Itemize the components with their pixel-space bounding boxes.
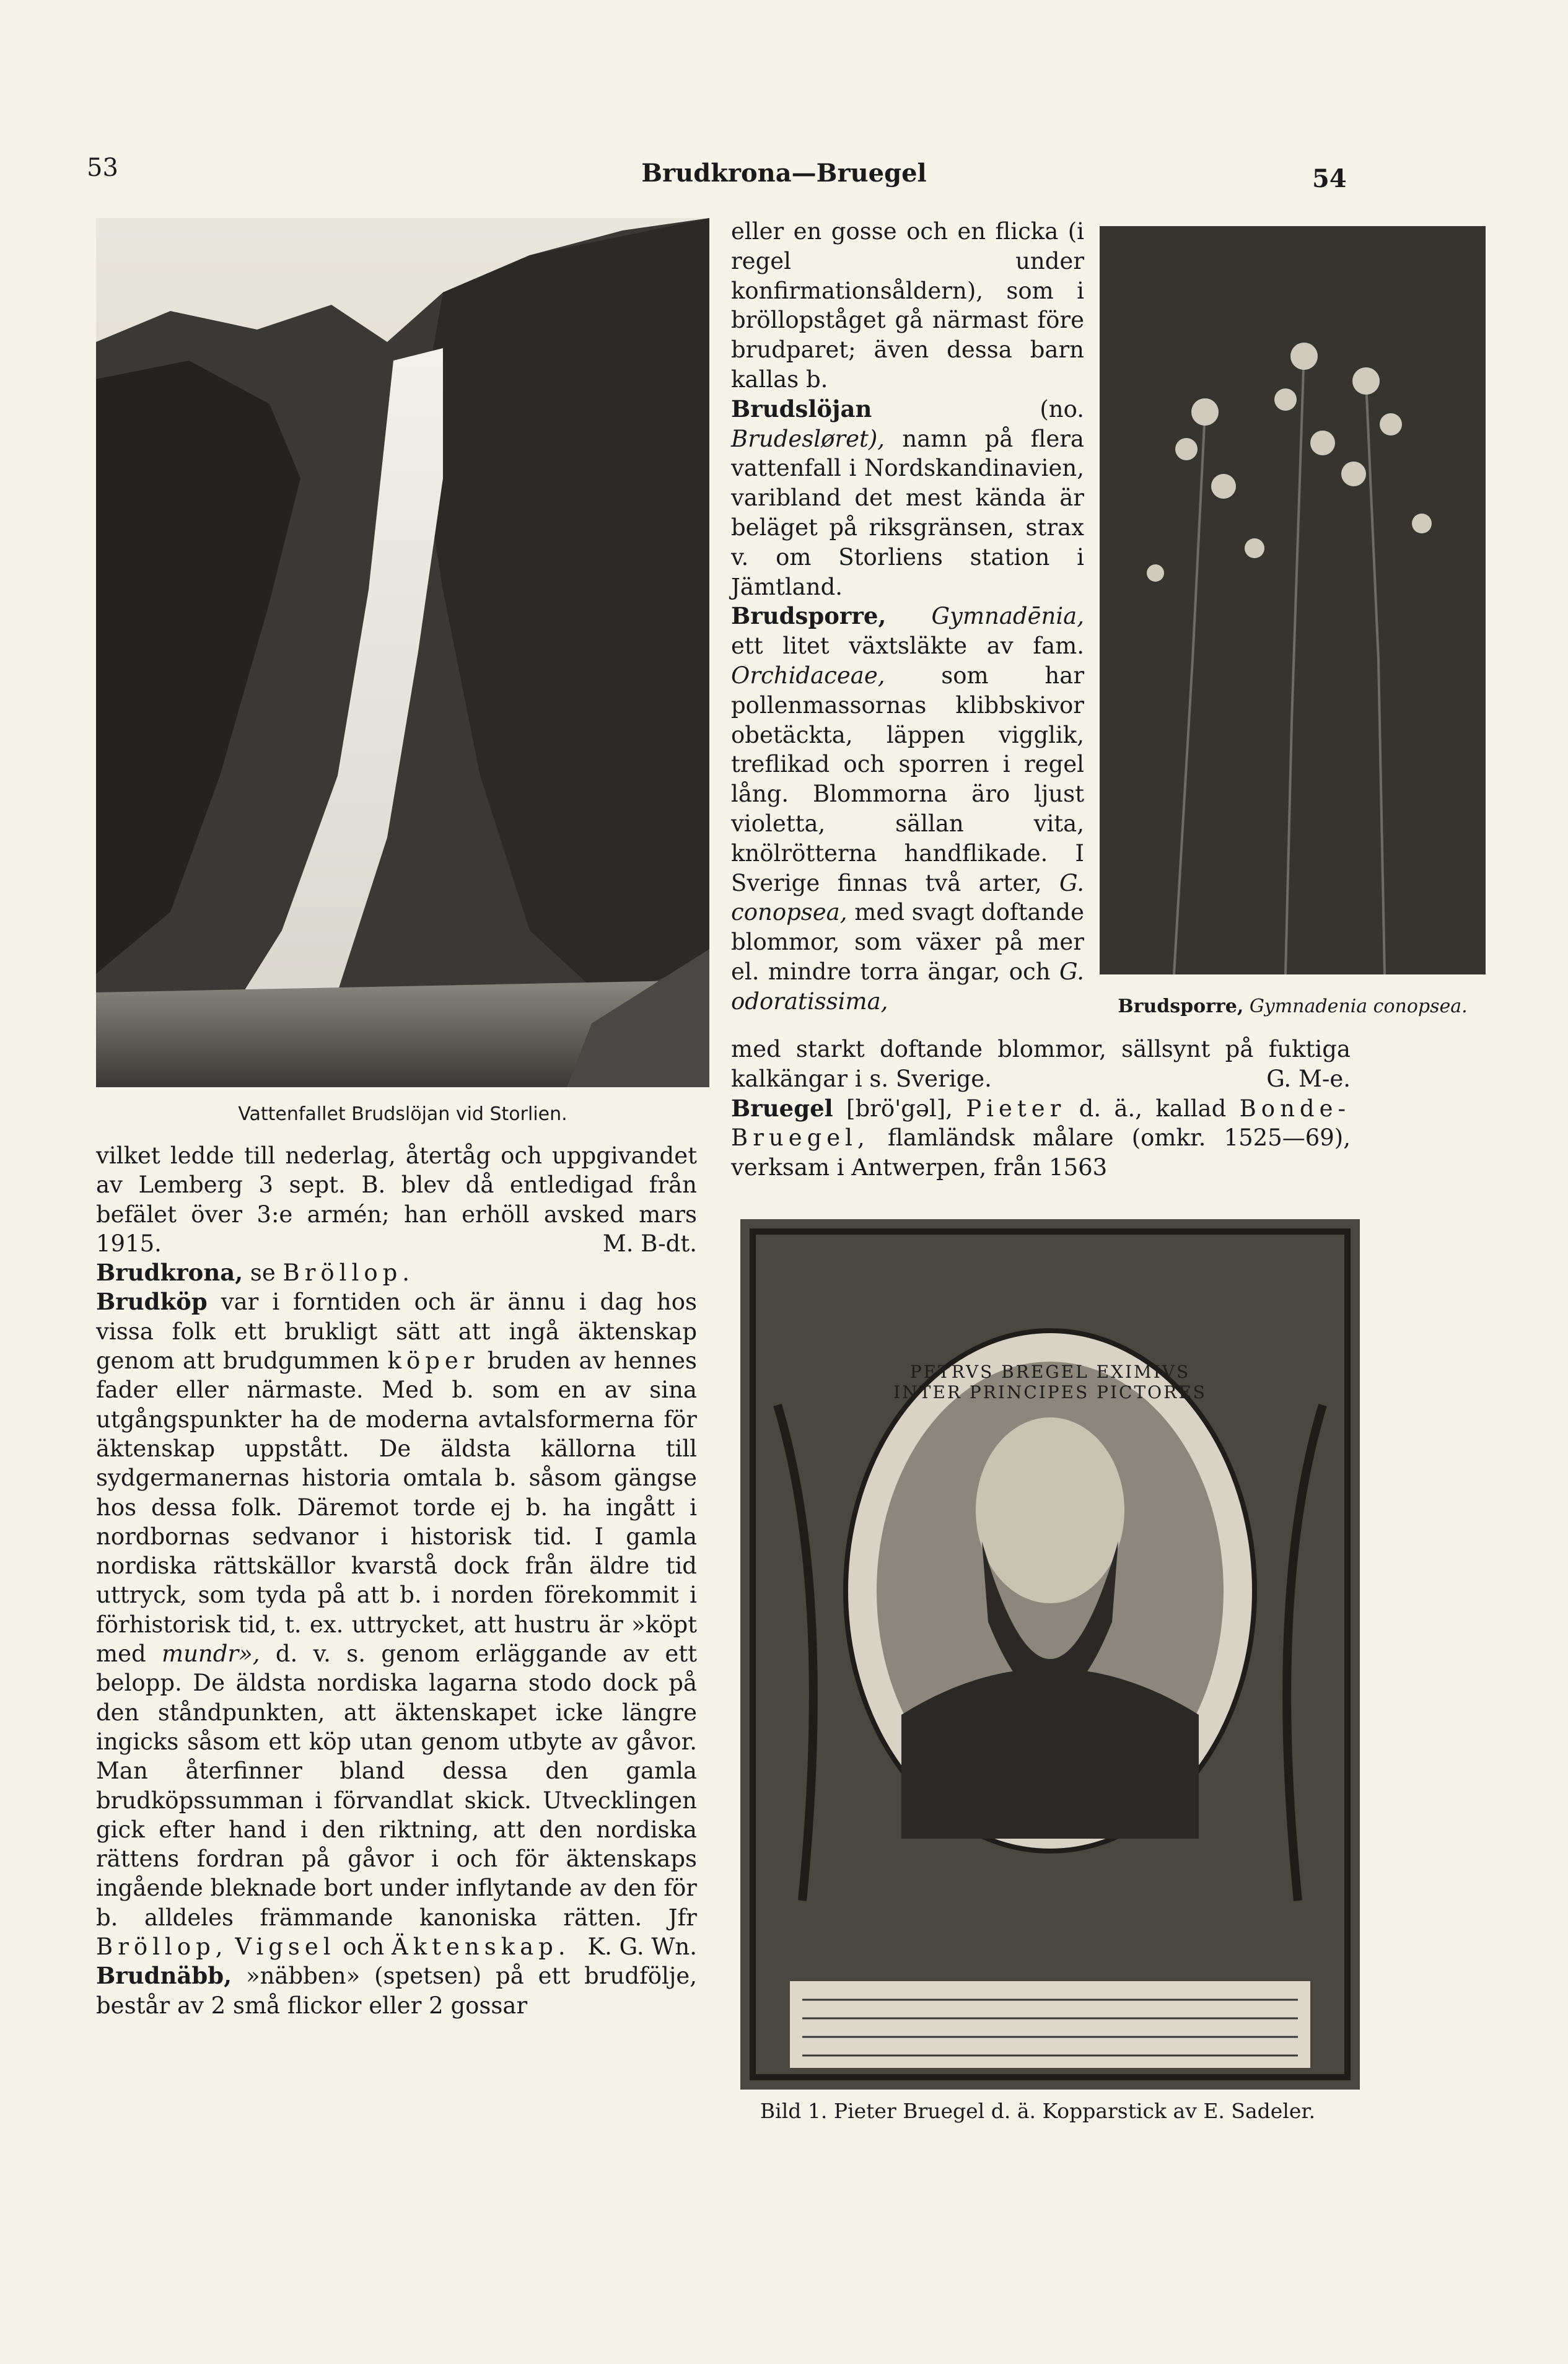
paragraph-lemberg [96,1141,697,1258]
brudkop-ref-brollop: Bröllop, [96,1933,228,1961]
entry-head-brudkrona: Brudkrona, [96,1259,243,1287]
entry-brudkrona [96,1258,697,1287]
signature-mbdt: M. B-dt. [602,1230,697,1257]
brudkop-text-c: d. v. s. genom erläggande av ett belopp. De äldsta nordiska lagarna stodo dock på den ståndpunkten, att äktenskapet icke längre ingicks såsom ett köp utan genom utbyte av gåvor. Man återfinner bland dessa den gamla brudköpssumman i förvandlat skick. Utvecklingen gick efter hand i den riktning, att den nordiska rättens fordran på gåvor i och för äktenskaps ingående bleknade bort under inflytande av den för b. alldeles främmande kanoniska rätten. Jfr [96,1640,698,1931]
waterfall-photo [96,218,709,1087]
brudkop-ref-vigsel: Vigsel [235,1933,336,1961]
entry-head-brudnabb: Brudnäbb, [96,1962,232,1990]
entry-head-brudkop: Brudköp [96,1288,208,1316]
brudslojan-norwegian: Brudesløret), [731,425,885,452]
brudkop-and: och [343,1933,385,1961]
orchid-caption-latin: Gymnadenia conopsea. [1249,996,1468,1017]
brudsporre-ending: med starkt doftande blommor, sällsynt på fuktiga kalkängar i s. Sverige. [731,1036,1351,1092]
brudkop-ref-aktenskap: Äktenskap. [391,1933,571,1961]
entry-brudslojan [731,395,1084,602]
signature-gme: G. M-e. [1266,1065,1351,1092]
brudsporre-text-d [731,1035,1351,1094]
waterfall-caption: Vattenfallet Brudslöjan vid Storlien. [238,1103,567,1125]
orchid-caption [1100,996,1486,1018]
brudsporre-species-1: G. conopsea, [731,869,1084,926]
right-column-text [731,217,1084,1017]
entry-head-brudslojan: Brudslöjan [731,395,872,422]
brudkop-mundr: mundr», [162,1640,260,1668]
entry-head-brudsporre: Brudsporre, [731,602,887,630]
brudsporre-species-2: G. odoratissima, [731,958,1084,1015]
brudkop-text-a: var i forntiden och är ännu i dag hos vissa folk ett brukligt sätt att ingå äktenskap genom att brudgummen [96,1289,697,1375]
brudsporre-family: Orchidaceae, [731,662,885,689]
entry-brudkop [96,1287,697,1961]
entry-brudnabb [96,1961,697,2020]
portrait-inscription: PETRVS BREGEL EXIMIVS INTER PRINCIPES PICTORES [893,1362,1207,1403]
bruegel-firstname: Pieter [966,1095,1066,1122]
lemberg-text: vilket ledde till nederlag, återtåg och uppgivandet av Lemberg 3 sept. B. blev då entledigad från befälet över 3:e armén; han erhöll avsked mars 1915. [96,1142,697,1257]
brudsporre-text-c: med svagt doftande blommor, som växer på mer el. mindre torra ängar, och [731,899,1084,985]
bruegel-nickname: Bonde-Bruegel, [731,1095,1351,1152]
entry-brudsporre [731,602,1084,1016]
page-number-left: 53 [87,154,118,182]
brudsporre-text-b: som har pollenmassornas klibbskivor obetäckta, läppen vigglik, treflikad och sporren i regel lång. Blommorna äro ljust violetta, sällan vita, knölrötterna handflikade. I Sverige finnas två arter, [731,662,1085,896]
bruegel-portrait-engraving [740,1219,1360,2090]
brudkrona-see: se [250,1259,276,1287]
brudkop-koper: köper [387,1347,480,1375]
brudslojan-text: namn på flera vattenfall i Nordskandinavien, varibland det mest kända är beläget på riksgränsen, strax v. om Storliens station i Jämtland. [731,425,1084,600]
bruegel-text-a: d. ä., kallad [1079,1095,1227,1122]
brudsporre-text-a: ett litet växtsläkte av fam. [731,633,1084,660]
brudslojan-lang: (no. [1040,395,1084,422]
bruegel-text-b: flamländsk målare (omkr. 1525—69), verksam i Antwerpen, från 1563 [731,1124,1351,1181]
page-title: Brudkrona—Bruegel [641,159,927,188]
orchid-caption-name: Brudsporre, [1118,996,1244,1017]
left-column-text [96,1141,697,2020]
orchid-photo [1100,226,1486,974]
brudkrona-ref: Bröllop. [283,1259,415,1287]
brudsporre-genus: Gymnadēnia, [931,603,1084,630]
entry-head-bruegel: Bruegel [731,1094,833,1122]
paragraph-children: eller en gosse och en flicka (i regel under konfirmationsåldern), som i bröllopståget gå närmast före brudparet; även dessa barn kallas b. [731,218,1084,393]
entry-bruegel [731,1094,1351,1183]
portrait-caption: Bild 1. Pieter Bruegel d. ä. Kopparstick av E. Sadeler. [760,2099,1316,2123]
brudkop-text-b: bruden av hennes fader eller närmaste. Med b. som en av sina utgångspunkter ha de moderna avtalsformerna för äktenskap uppstått. De äldsta källorna till sydgermanernas historia omtala b. såsom gängse hos dessa folk. Däremot torde ej b. ha ingått i nordbornas sedvanor i historisk tid. I gamla nordiska rättskällor kvarstå dock från äldre tid uttryck, som tyda på att b. i norden förekommit i förhistorisk tid, t. ex. uttrycket, att hustru är »köpt med [96,1347,697,1668]
right-column-lower-text [731,1035,1351,1183]
brudnabb-text: »näbben» (spetsen) på ett brudfölje, består av 2 små flickor eller 2 gossar [96,1963,698,2019]
signature-kgwn: K. G. Wn. [587,1933,697,1961]
page-number-right: 54 [1312,164,1347,193]
bruegel-pronunciation: [brö'gəl], [846,1095,953,1122]
